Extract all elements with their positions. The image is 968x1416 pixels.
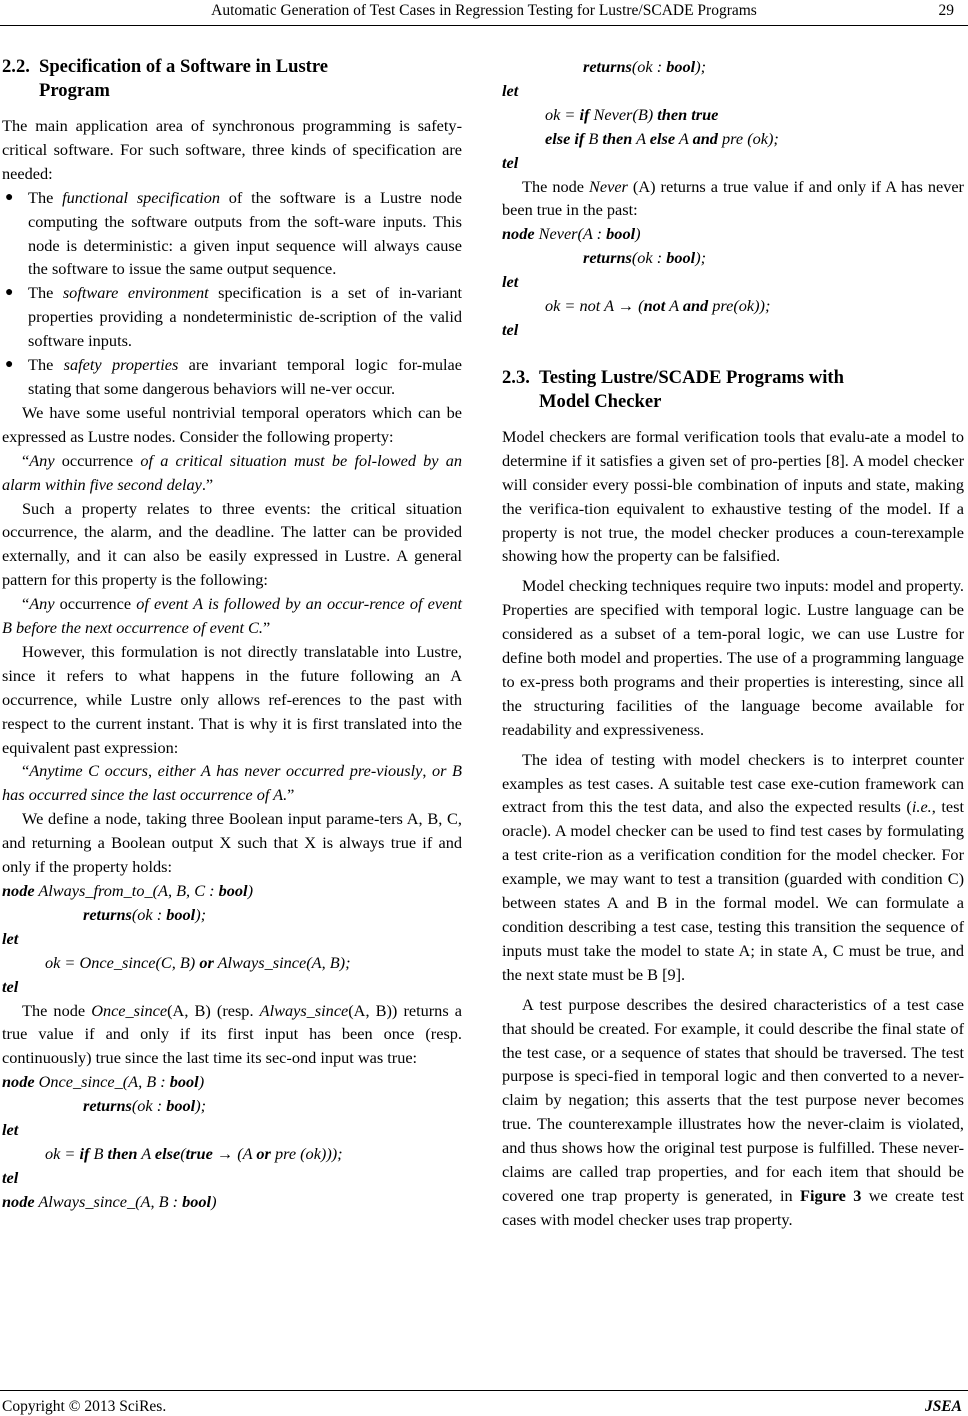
code-line: tel <box>502 319 519 339</box>
paragraph: The node Once_since(A, B) (resp. Always_since(A, B)) returns a true value if and only if its first input has been once (resp. continuously) true since the last time its sec-ond input was true: <box>2 1000 462 1068</box>
code-line: node Always_from_to_(A, B, C : bool) <box>2 881 253 900</box>
paragraph: The main application area of synchronous programming is safety-critical software. For such software, three kinds of specification are needed: <box>2 116 462 183</box>
code-line: ok = if Never(B) then true <box>545 104 719 124</box>
section-title-line2: Program <box>39 80 110 101</box>
page-header <box>0 0 968 24</box>
code-line: let <box>502 80 519 100</box>
section-heading-2-3 <box>502 366 964 414</box>
arrow-icon: → <box>617 296 635 316</box>
journal-abbrev: JSEA <box>924 1398 962 1415</box>
quote: “Any occurrence of a critical situation must be fol-lowed by an alarm within five second delay.” <box>2 450 462 494</box>
paragraph: Such a property relates to three events: the critical situation occurrence, the alarm, and the deadline. The latter can be provided externally, and it can also be easily expressed in Lustre. A general pattern for this property is the following: <box>2 498 462 590</box>
section-number: 2.3. <box>502 366 530 388</box>
code-line: node Never(A : bool) <box>502 224 641 244</box>
bullet-list <box>2 186 462 401</box>
code-line: ok = if B then A else(true → (A or pre (ok))); <box>45 1143 343 1163</box>
list-item: ● The safety properties are invariant temporal logic for-mulae stating that some dangerous behaviors will ne-ver occur. <box>5 355 462 398</box>
code-line: returns(ok : bool); <box>83 904 207 924</box>
page-footer <box>0 1390 968 1416</box>
paragraph: The idea of testing with model checkers is to interpret counter examples as test cases. A suitable test case exe-cution framework can extract from this the test data, and also the expected results (i.e., test oracle). A model checker can be used to find test cases by formulating a test crite-rion as a verification condition for the model checker. For example, we may want to test a transition (guarded with condition C) between states A and B in the formal model. We can formulate a condition describing a test case, testing this transition the sequence of inputs must take the model to state A; in state A, C must be true, and the next state must be B [9]. <box>502 749 965 984</box>
code-line: let <box>2 928 19 948</box>
paragraph: However, this formulation is not directly translatable into Lustre, since it refers to what happens in the future following an A occurrence, while Lustre only allows ref-erences to the past with respect to the current instant. That is why it is first translated into the equivalent past expression: <box>2 641 462 757</box>
code-line: ok = not A → (not A and pre(ok)); <box>545 296 771 316</box>
header-rule <box>0 25 968 26</box>
section-heading-2-2 <box>2 55 462 103</box>
paragraph: We define a node, taking three Boolean input parame-ters A, B, C, and returning a Boolean output X such that X is always true if and only if the property holds: <box>2 809 462 877</box>
paragraph: Model checking techniques require two inputs: model and property. Properties are specified with temporal logic. Lustre language can be considered as a subset of a tem-poral logic, we can use Lustre for define both model and properties. The use of a programming language to ex-press both programs and their properties is interesting, since all the structuring facilities of the language become available for readability and expressiveness. <box>502 576 964 739</box>
page-number: 29 <box>938 2 954 19</box>
list-item: ● The software environment specification is a set of in-variant properties providing a nondeterministic de-scription of the valid software inputs. <box>5 283 462 351</box>
bullet-icon: ● <box>5 285 14 301</box>
section-title-line2: Model Checker <box>539 390 662 412</box>
quote: “Any occurrence of event A is followed by an occur-rence of event B before the next occurrence of event C.” <box>2 594 462 638</box>
code-line: tel <box>502 152 519 172</box>
code-line: tel <box>2 1167 19 1187</box>
code-line: tel <box>2 976 19 996</box>
paragraph: Model checkers are formal verification tools that evalu-ate a model to determine if it satisfies a given set of pro-perties [8]. A model checker will consider every possi-ble combination of inputs and state, making the verifica-tion equivalent to exhaustive testing of the model. If a property is not true, the model checker produces a coun-terexample showing how the property can be falsified. <box>502 426 964 566</box>
paragraph: We have some useful nontrivial temporal operators which can be expressed as Lustre nodes. Consider the following property: <box>2 402 462 446</box>
section-title-line1: Specification of a Software in Lustre <box>39 56 329 77</box>
running-title: Automatic Generation of Test Cases in Regression Testing for Lustre/SCADE Programs <box>211 2 757 19</box>
code-line: ok = Once_since(C, B) or Always_since(A, B); <box>45 952 351 972</box>
section-title-line1: Testing Lustre/SCADE Programs with <box>539 366 844 388</box>
quote: “Anytime C occurs, either A has never occurred pre-viously, or B has occurred since the last occurrence of A.” <box>2 761 463 805</box>
figure-reference: Figure 3 <box>800 1185 862 1205</box>
left-column <box>2 55 462 1214</box>
paragraph: A test purpose describes the desired characteristics of a test case that should be created. For example, it could describe the final state of the test case, or a sequence of states that should be traversed. The test purpose is speci-fied in temporal logic and then converted to a never-claim by negation; this asserts that the test purpose never becomes true. The counterexample illustrates how the never-claim is violated, and thus shows how the original test purpose is fulfilled. These never-claims are called trap properties, and for each item that should be covered one trap property is generated, in Figure 3 we create test cases with model checker uses trap property. <box>502 994 964 1229</box>
bullet-icon: ● <box>5 357 14 373</box>
code-line: returns(ok : bool); <box>583 57 707 76</box>
code-line: returns(ok : bool); <box>83 1096 207 1116</box>
code-line: returns(ok : bool); <box>583 248 707 268</box>
footer-rule <box>0 1390 968 1391</box>
code-line: else if B then A else A and pre (ok); <box>545 128 779 148</box>
code-line: node Once_since_(A, B : bool) <box>2 1072 205 1092</box>
bullet-icon: ● <box>5 189 14 205</box>
copyright: Copyright © 2013 SciRes. <box>2 1398 167 1415</box>
code-line: let <box>2 1120 19 1140</box>
paragraph: The node Never (A) returns a true value if and only if A has never been true in the past: <box>502 176 964 220</box>
section-number: 2.2. <box>2 56 30 77</box>
code-line: node Always_since_(A, B : bool) <box>2 1191 217 1211</box>
right-column <box>502 55 964 1232</box>
code-line: let <box>502 272 519 292</box>
list-item: ● The functional specification of the software is a Lustre node computing the software outputs from the soft-ware inputs. This node is deterministic: a given input sequence will always cause the software to issue the same output sequence. <box>5 187 463 279</box>
